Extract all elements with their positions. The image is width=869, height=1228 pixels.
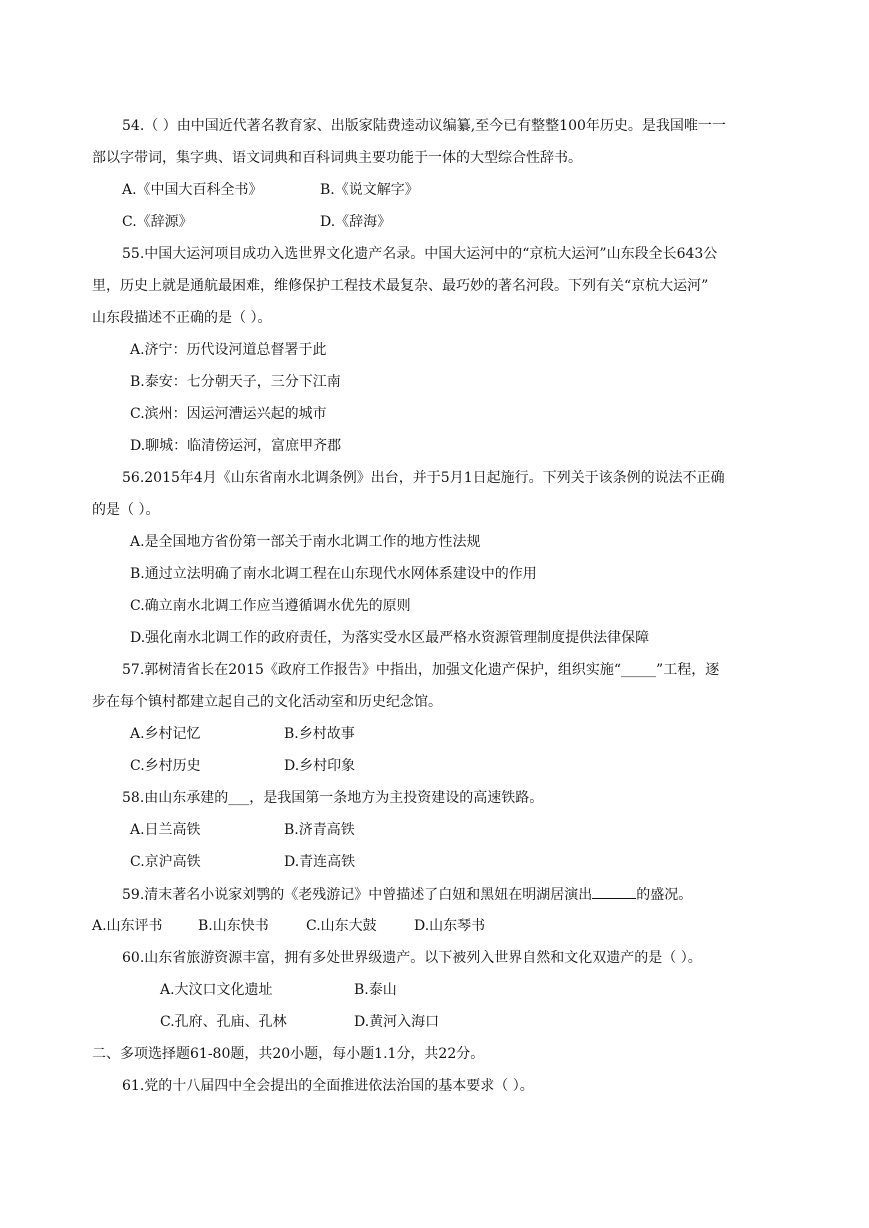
question-58-stem: 58.由山东承建的___，是我国第一条地方为主投资建设的高速铁路。 — [122, 790, 544, 806]
question-55-option-c: C.滨州：因运河漕运兴起的城市 — [130, 406, 327, 422]
question-60-stem: 60.山东省旅游资源丰富，拥有多处世界级遗产。以下被列入世界自然和文化双遗产的是（ ）。 — [122, 950, 702, 966]
question-57-option-d: D.乡村印象 — [284, 758, 356, 774]
question-60-option-b: B.泰山 — [354, 982, 397, 998]
question-54-stem-line-2: 部以字带词，集字典、语文词典和百科词典主要功能于一体的大型综合性辞书。 — [92, 150, 582, 166]
question-55-option-d: D.聊城：临清傍运河，富庶甲齐郡 — [130, 438, 342, 454]
question-56-option-c: C.确立南水北调工作应当遵循调水优先的原则 — [130, 598, 411, 614]
question-58-option-d: D.青连高铁 — [284, 854, 356, 870]
question-60-option-a: A.大汶口文化遗址 — [160, 982, 273, 998]
question-56-stem-line-1: 56.2015年4月《山东省南水北调条例》出台，并于5月1日起施行。下列关于该条例的说法不正确 — [122, 470, 725, 486]
section-2-heading: 二、多项选择题61-80题，共20小题，每小题1.1分，共22分。 — [92, 1046, 485, 1062]
question-57-option-b: B.乡村故事 — [284, 726, 355, 742]
question-59-option-b: B.山东快书 — [198, 918, 269, 934]
question-56-option-b: B.通过立法明确了南水北调工程在山东现代水网体系建设中的作用 — [130, 566, 537, 582]
question-55-stem-line-2: 里，历史上就是通航最困难，维修保护工程技术最复杂、最巧妙的著名河段。下列有关“京杭大运河” — [92, 278, 709, 294]
question-58-option-a: A.日兰高铁 — [130, 822, 201, 838]
question-60-option-c: C.孔府、孔庙、孔林 — [160, 1014, 287, 1030]
question-55-option-b: B.泰安：七分朝天子，三分下江南 — [130, 374, 341, 390]
question-59-stem-text: 59.清末著名小说家刘鹗的《老残游记》中曾描述了白妞和黑妞在明湖居演出 — [122, 887, 593, 903]
question-59-option-a: A.山东评书 — [92, 918, 163, 934]
question-55-stem-line-1: 55.中国大运河项目成功入选世界文化遗产名录。中国大运河中的“京杭大运河”山东段全长643公 — [122, 246, 718, 262]
question-59-option-c: C.山东大鼓 — [306, 918, 377, 934]
question-54-option-d: D.《辞海》 — [320, 214, 392, 230]
question-59-option-d: D.山东琴书 — [414, 918, 486, 934]
question-59-stem-tail: 的盛况。 — [636, 887, 693, 903]
question-55-stem-line-3: 山东段描述不正确的是（ ）。 — [92, 310, 272, 326]
question-56-option-d: D.强化南水北调工作的政府责任，为落实受水区最严格水资源管理制度提供法律保障 — [130, 630, 650, 646]
question-61-stem: 61.党的十八届四中全会提出的全面推进依法治国的基本要求（ ）。 — [122, 1078, 534, 1094]
question-56-option-a: A.是全国地方省份第一部关于南水北调工作的地方性法规 — [130, 534, 481, 550]
question-60-option-d: D.黄河入海口 — [354, 1014, 440, 1030]
question-59-blank — [592, 884, 636, 899]
question-57-option-c: C.乡村历史 — [130, 758, 201, 774]
question-55-option-a: A.济宁：历代设河道总督署于此 — [130, 342, 327, 358]
question-54-option-c: C.《辞源》 — [122, 214, 193, 230]
question-57-option-a: A.乡村记忆 — [130, 726, 201, 742]
question-58-option-c: C.京沪高铁 — [130, 854, 201, 870]
question-58-option-b: B.济青高铁 — [284, 822, 355, 838]
question-56-stem-line-2: 的是（ ）。 — [92, 502, 160, 518]
question-54-option-b: B.《说文解字》 — [320, 182, 419, 198]
question-57-stem-line-2: 步在每个镇村都建立起自己的文化活动室和历史纪念馆。 — [92, 694, 442, 710]
question-54-option-a: A.《中国大百科全书》 — [122, 182, 263, 198]
question-59-stem — [122, 884, 692, 905]
question-54-stem-line-1: 54.（ ）由中国近代著名教育家、出版家陆费逵动议编纂,至今已有整整100年历史。是我国唯一一 — [122, 118, 726, 134]
question-57-stem-line-1: 57.郭树清省长在2015《政府工作报告》中指出，加强文化遗产保护，组织实施“_____”工程，逐 — [122, 662, 720, 678]
